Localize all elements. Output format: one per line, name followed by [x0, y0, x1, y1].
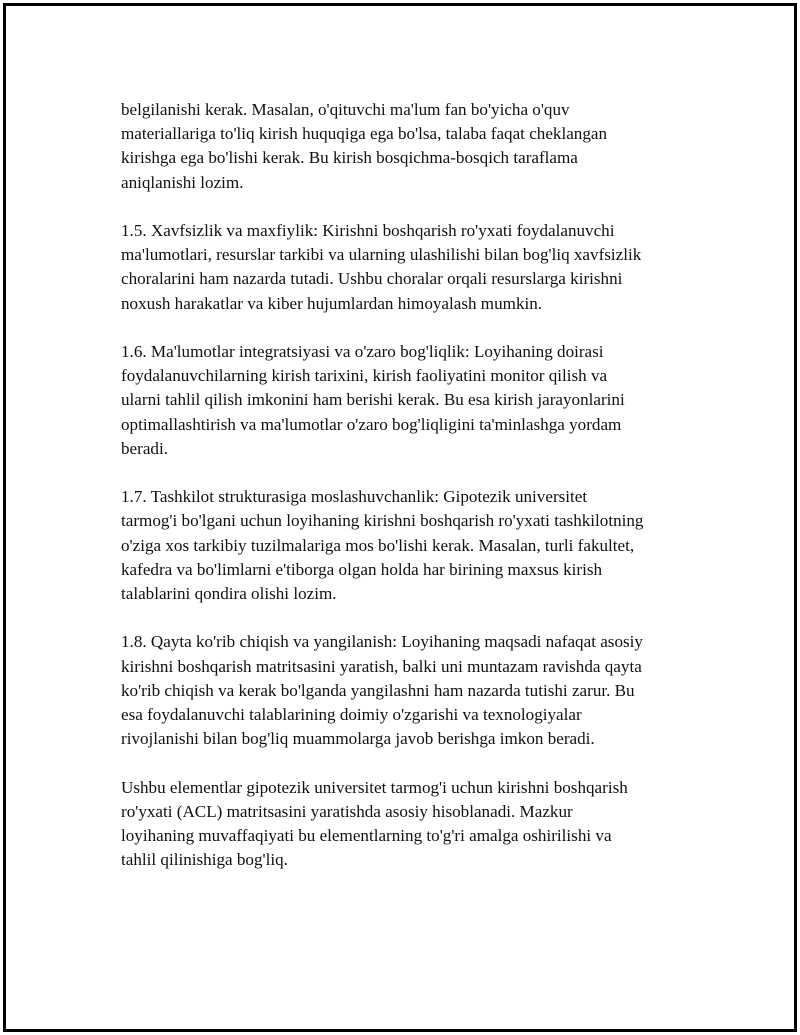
text-line: tahlil qilinishiga bog'liq. [121, 850, 288, 870]
text-line: kirishni boshqarish matritsasini yaratish, balki uni muntazam ravishda qayta [121, 656, 642, 676]
text-line: ma'lumotlari, resurslar tarkibi va ularning ulashilishi bilan bog'liq xavfsizlik [121, 245, 642, 265]
text-line: ularni tahlil qilish imkonini ham berishi kerak. Bu esa kirish jarayonlarini [121, 390, 625, 410]
text-line: ko'rib chiqish va kerak bo'lganda yangilashni ham nazarda tutishi zarur. Bu [121, 680, 635, 700]
text-line: 1.5. Xavfsizlik va maxfiylik: Kirishni boshqarish ro'yxati foydalanuvchi [121, 221, 615, 240]
text-line: kirishga ega bo'lishi kerak. Bu kirish bosqichma-bosqich taraflama [121, 148, 578, 168]
paragraph-access-levels [121, 98, 701, 195]
text-line: esa foydalanuvchi talablarining doimiy o'zgarishi va texnologiyalar [121, 705, 582, 725]
text-line: tarmog'i bo'lgani uchun loyihaning kirishni boshqarish ro'yxati tashkilotning [121, 511, 644, 531]
text-line: o'ziga xos tarkibiy tuzilmalariga mos bo'lishi kerak. Masalan, turli fakultet, [121, 535, 635, 555]
text-line: rivojlanishi bilan bog'liq muammolarga javob berishga imkon beradi. [121, 729, 595, 749]
text-line: 1.7. Tashkilot strukturasiga moslashuvchanlik: Gipotezik universitet [121, 487, 588, 507]
text-line: belgilanishi kerak. Masalan, o'qituvchi ma'lum fan bo'yicha o'quv [121, 100, 570, 119]
text-line: 1.6. Ma'lumotlar integratsiyasi va o'zaro bog'liqlik: Loyihaning doirasi [121, 342, 604, 361]
text-line: aniqlanishi lozim. [121, 172, 244, 192]
paragraph-conclusion [121, 776, 701, 873]
text-line: Ushbu elementlar gipotezik universitet tarmog'i uchun kirishni boshqarish [121, 777, 628, 797]
text-line: beradi. [121, 438, 168, 458]
text-line: foydalanuvchilarning kirish tarixini, kirish faoliyatini monitor qilish va [121, 366, 608, 386]
text-line: kafedra va bo'limlarni e'tiborga olgan holda har birining maxsus kirish [121, 559, 603, 579]
paragraph-review-update [121, 630, 701, 751]
text-line: choralarini ham nazarda tutadi. Ushbu choralar orqali resurslarga kirishni [121, 269, 623, 289]
text-line: materiallariga to'liq kirish huquqiga ega bo'lsa, talaba faqat cheklangan [121, 124, 608, 144]
paragraph-security-privacy [121, 219, 701, 316]
text-line: noxush harakatlar va kiber hujumlardan himoyalash mumkin. [121, 293, 543, 313]
page-frame [3, 3, 797, 1032]
text-line: 1.8. Qayta ko'rib chiqish va yangilanish: Loyihaning maqsadi nafaqat asosiy [121, 632, 643, 652]
text-line: ro'yxati (ACL) matritsasini yaratishda asosiy hisoblanadi. Mazkur [121, 801, 573, 821]
document-body [121, 98, 701, 897]
text-line: loyihaning muvaffaqiyati bu elementlarning to'g'ri amalga oshirilishi va [121, 826, 612, 846]
text-line: optimallashtirish va ma'lumotlar o'zaro bog'liqligini ta'minlashga yordam [121, 414, 622, 434]
paragraph-organization-structure [121, 485, 701, 606]
text-line: talablarini qondira olishi lozim. [121, 584, 337, 604]
paragraph-data-integration [121, 340, 701, 461]
